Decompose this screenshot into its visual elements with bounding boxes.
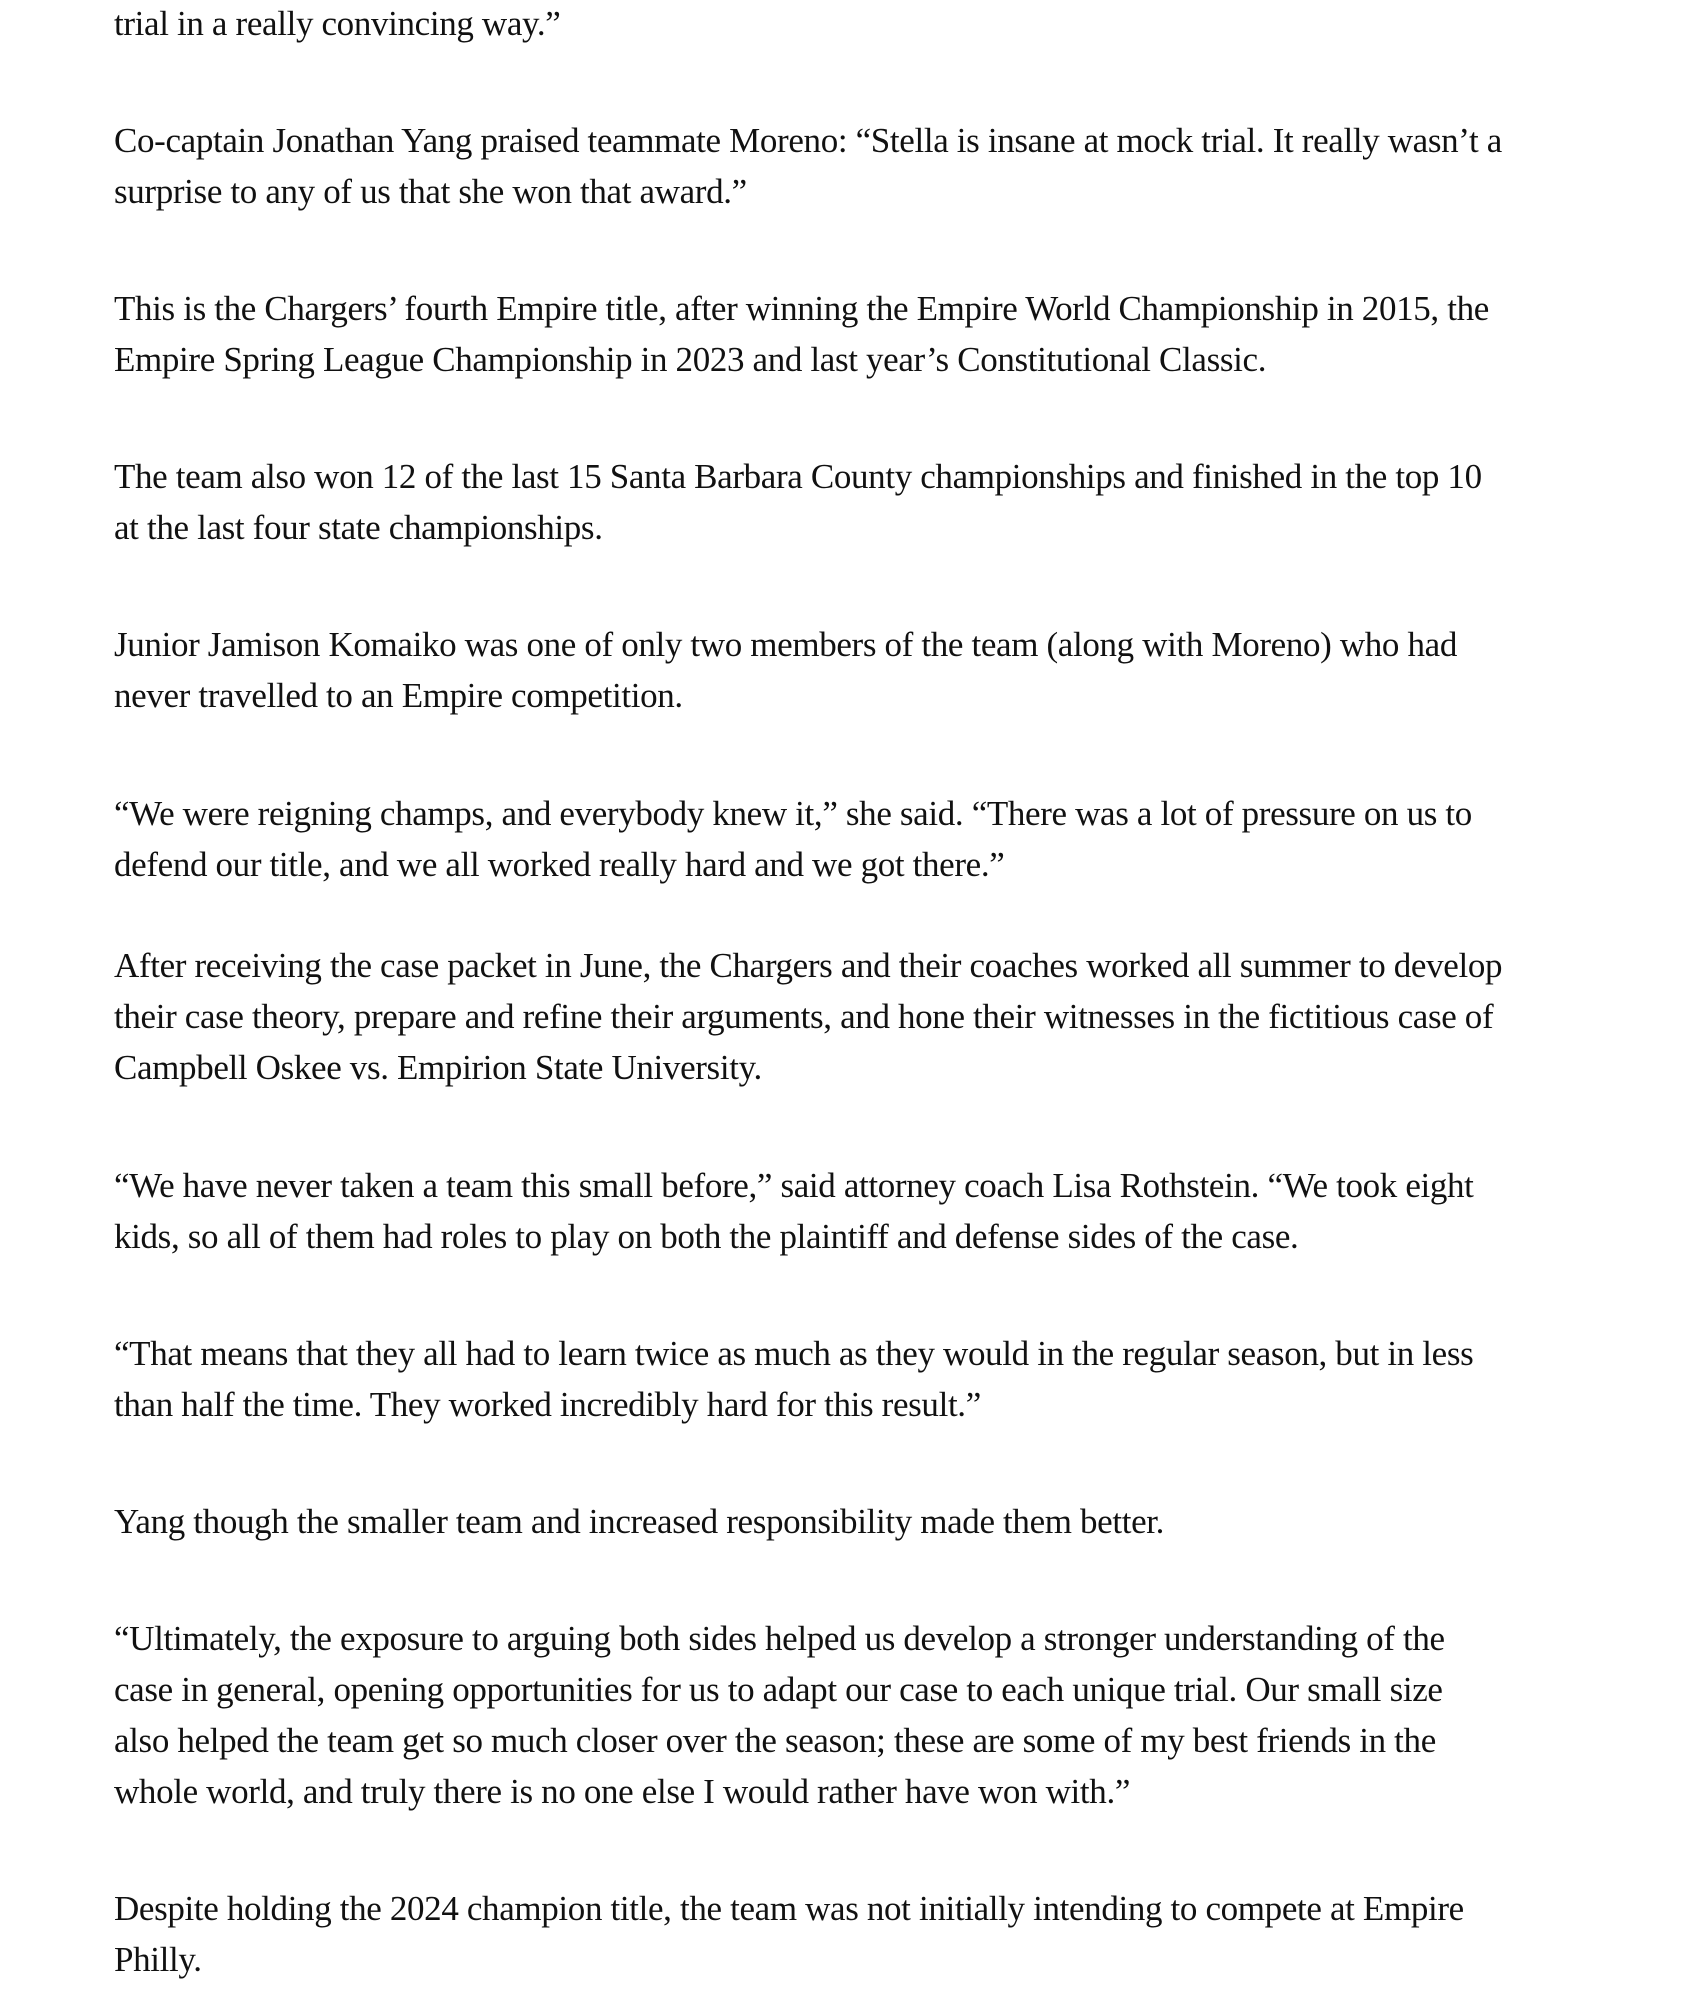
- paragraph-yang-quote: [114, 1613, 1614, 1817]
- paragraph-quote-ending: [114, 0, 1614, 49]
- paragraph-yang-praise: [114, 115, 1614, 217]
- paragraph-line: trial in a really convincing way.”: [114, 4, 561, 43]
- paragraph-rothstein-quote-continued: [114, 1328, 1614, 1430]
- paragraph-line: The team also won 12 of the last 15 Santa Barbara County championships and finished in the top 10: [114, 457, 1482, 496]
- paragraph-line: defend our title, and we all worked really hard and we got there.”: [114, 845, 1005, 884]
- paragraph-line: Despite holding the 2024 champion title, the team was not initially intending to compete at Empire: [114, 1889, 1464, 1928]
- paragraph-line: also helped the team get so much closer over the season; these are some of my best friends in the: [114, 1721, 1436, 1760]
- paragraph-line: never travelled to an Empire competition.: [114, 676, 683, 715]
- paragraph-empire-titles: [114, 283, 1614, 385]
- paragraph-line: Philly.: [114, 1940, 202, 1979]
- paragraph-line: “Ultimately, the exposure to arguing both sides helped us develop a stronger understanding of the: [114, 1619, 1445, 1658]
- paragraph-line: case in general, opening opportunities for us to adapt our case to each unique trial. Our small size: [114, 1670, 1443, 1709]
- paragraph-rothstein-quote: [114, 1160, 1614, 1262]
- paragraph-case-packet: [114, 940, 1614, 1093]
- paragraph-line: “We were reigning champs, and everybody knew it,” she said. “There was a lot of pressure on us to: [114, 794, 1472, 833]
- paragraph-line: kids, so all of them had roles to play on both the plaintiff and defense sides of the case.: [114, 1217, 1299, 1256]
- paragraph-line: than half the time. They worked incredibly hard for this result.”: [114, 1385, 981, 1424]
- paragraph-line: surprise to any of us that she won that award.”: [114, 172, 747, 211]
- paragraph-line: After receiving the case packet in June, the Chargers and their coaches worked all summer to develop: [114, 946, 1503, 985]
- paragraph-line: “That means that they all had to learn twice as much as they would in the regular season, but in less: [114, 1334, 1474, 1373]
- paragraph-line: whole world, and truly there is no one else I would rather have won with.”: [114, 1772, 1131, 1811]
- paragraph-empire-philly: [114, 1883, 1614, 1985]
- paragraph-line: Yang though the smaller team and increased responsibility made them better.: [114, 1502, 1165, 1541]
- paragraph-line: Campbell Oskee vs. Empirion State University.: [114, 1048, 762, 1087]
- paragraph-line: Empire Spring League Championship in 2023 and last year’s Constitutional Classic.: [114, 340, 1267, 379]
- paragraph-line: Co-captain Jonathan Yang praised teammate Moreno: “Stella is insane at mock trial. It really wasn’t a: [114, 121, 1502, 160]
- paragraph-line: “We have never taken a team this small before,” said attorney coach Lisa Rothstein. “We took eight: [114, 1166, 1474, 1205]
- paragraph-line: at the last four state championships.: [114, 508, 603, 547]
- paragraph-komaiko-quote: [114, 788, 1614, 890]
- paragraph-line: This is the Chargers’ fourth Empire title, after winning the Empire World Championship in 2015, the: [114, 289, 1489, 328]
- paragraph-county-championships: [114, 451, 1614, 553]
- paragraph-line: their case theory, prepare and refine their arguments, and hone their witnesses in the fictitious case of: [114, 997, 1494, 1036]
- paragraph-yang-smaller-team: [114, 1496, 1614, 1547]
- paragraph-komaiko-intro: [114, 619, 1614, 721]
- paragraph-line: Junior Jamison Komaiko was one of only two members of the team (along with Moreno) who had: [114, 625, 1457, 664]
